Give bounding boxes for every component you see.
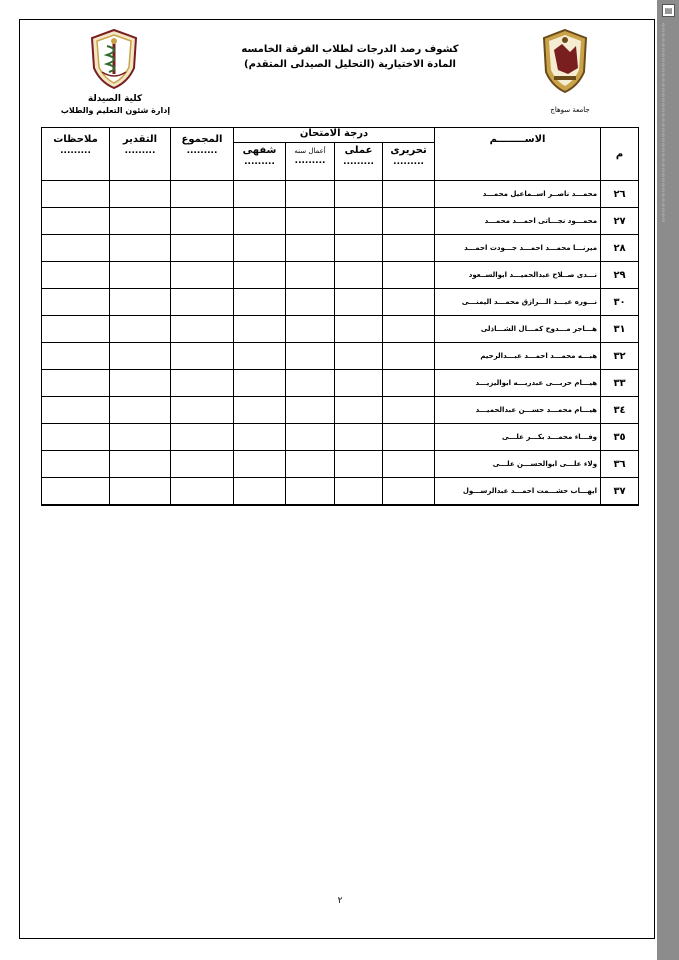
cell-oral xyxy=(234,397,286,424)
col-header-exam-grade: درجة الامتحان xyxy=(234,128,435,143)
cell-written xyxy=(383,208,435,235)
cell-notes xyxy=(42,478,110,506)
cell-total xyxy=(171,397,234,424)
row-number: ٣٥ xyxy=(601,424,639,451)
sohag-university-logo xyxy=(540,28,590,94)
student-name: ميرنـــا محمـــد احمـــد جـــودت احمـــد xyxy=(435,235,601,262)
page-subtitle: المادة الاختيارية (التحليل الصيدلى المتقدم) xyxy=(244,59,456,70)
cell-yearwork xyxy=(286,478,335,506)
student-name: هـــاجر مـــدوح كمـــال الشـــاذلى xyxy=(435,316,601,343)
col-header-grade xyxy=(110,128,171,181)
cell-notes xyxy=(42,262,110,289)
col-header-notes-label: ملاحظات xyxy=(53,134,98,145)
table-row xyxy=(42,478,639,506)
row-number: ٣٠ xyxy=(601,289,639,316)
cell-practical xyxy=(335,478,383,506)
col-header-written xyxy=(383,143,435,181)
cell-oral xyxy=(234,424,286,451)
pharmacy-faculty-logo xyxy=(88,28,140,90)
student-name: هبـــه محمـــد احمـــد عبـــدالرحيم xyxy=(435,343,601,370)
cell-total xyxy=(171,208,234,235)
faculty-name: كلية الصيدلة xyxy=(87,94,143,104)
document-icon: ▤ xyxy=(662,4,675,17)
cell-yearwork xyxy=(286,370,335,397)
cell-yearwork xyxy=(286,262,335,289)
cell-oral xyxy=(234,370,286,397)
cell-practical xyxy=(335,208,383,235)
table-row xyxy=(42,424,639,451)
row-number: ٢٩ xyxy=(601,262,639,289)
table-row xyxy=(42,370,639,397)
col-header-grade-label: التقدير xyxy=(122,134,158,145)
cell-notes xyxy=(42,289,110,316)
col-header-oral xyxy=(234,143,286,181)
col-header-yearwork-label: أعمال سنه xyxy=(294,147,326,155)
cell-yearwork xyxy=(286,316,335,343)
cell-total xyxy=(171,343,234,370)
cell-oral xyxy=(234,343,286,370)
student-name: ولاء علـــى ابوالحســـن علـــى xyxy=(435,451,601,478)
row-number: ٢٦ xyxy=(601,181,639,208)
cell-yearwork xyxy=(286,235,335,262)
dots-placeholder: ......... xyxy=(294,156,326,166)
col-header-oral-label: شفهى xyxy=(242,145,277,156)
dots-placeholder: ......... xyxy=(343,157,374,167)
cell-total xyxy=(171,289,234,316)
col-header-yearwork xyxy=(286,143,335,181)
cell-practical xyxy=(335,424,383,451)
row-number: ٢٧ xyxy=(601,208,639,235)
cell-yearwork xyxy=(286,451,335,478)
dots-placeholder: ......... xyxy=(393,157,424,167)
dots-placeholder: ......... xyxy=(124,146,156,156)
col-header-total xyxy=(171,128,234,181)
col-header-practical-label: عملى xyxy=(344,145,373,156)
row-number: ٣١ xyxy=(601,316,639,343)
row-number: ٢٨ xyxy=(601,235,639,262)
cell-oral xyxy=(234,451,286,478)
cell-total xyxy=(171,262,234,289)
cell-grade xyxy=(110,289,171,316)
cell-total xyxy=(171,235,234,262)
cell-grade xyxy=(110,370,171,397)
table-row xyxy=(42,316,639,343)
cell-notes xyxy=(42,424,110,451)
cell-written xyxy=(383,397,435,424)
cell-grade xyxy=(110,181,171,208)
table-row xyxy=(42,289,639,316)
cell-oral xyxy=(234,316,286,343)
university-name: جامعة سوهاج xyxy=(550,106,590,114)
cell-oral xyxy=(234,262,286,289)
cell-grade xyxy=(110,208,171,235)
cell-total xyxy=(171,181,234,208)
cell-written xyxy=(383,235,435,262)
col-header-practical xyxy=(335,143,383,181)
cell-yearwork xyxy=(286,343,335,370)
col-header-written-label: تحريرى xyxy=(390,145,427,156)
cell-total xyxy=(171,451,234,478)
cell-practical xyxy=(335,181,383,208)
cell-practical xyxy=(335,370,383,397)
cell-oral xyxy=(234,478,286,506)
table-row xyxy=(42,343,639,370)
cell-grade xyxy=(110,262,171,289)
cell-notes xyxy=(42,235,110,262)
cell-written xyxy=(383,316,435,343)
row-number: ٣٣ xyxy=(601,370,639,397)
cell-grade xyxy=(110,343,171,370)
cell-grade xyxy=(110,451,171,478)
cell-grade xyxy=(110,424,171,451)
cell-written xyxy=(383,262,435,289)
cell-notes xyxy=(42,343,110,370)
dots-placeholder: ......... xyxy=(244,157,275,167)
cell-grade xyxy=(110,397,171,424)
cell-notes xyxy=(42,451,110,478)
student-name: هيـــام محمـــد حســـن عبدالحميـــد xyxy=(435,397,601,424)
page-number: ٢ xyxy=(337,896,343,906)
cell-notes xyxy=(42,316,110,343)
cell-notes xyxy=(42,370,110,397)
cell-written xyxy=(383,424,435,451)
grades-table xyxy=(41,127,639,506)
student-name: محمـــود نجـــاتى احمـــد محمـــد xyxy=(435,208,601,235)
cell-yearwork xyxy=(286,424,335,451)
cell-written xyxy=(383,451,435,478)
cell-practical xyxy=(335,397,383,424)
student-name: نـــوره عبـــد الـــرازق محمـــد اليمنـــى xyxy=(435,289,601,316)
table-row xyxy=(42,451,639,478)
cell-practical xyxy=(335,343,383,370)
cell-written xyxy=(383,181,435,208)
cell-written xyxy=(383,343,435,370)
row-number: ٣٧ xyxy=(601,478,639,506)
cell-practical xyxy=(335,262,383,289)
col-header-total-label: المجموع xyxy=(181,134,223,145)
cell-practical xyxy=(335,235,383,262)
table-row xyxy=(42,262,639,289)
row-number: ٣٢ xyxy=(601,343,639,370)
cell-total xyxy=(171,370,234,397)
table-row xyxy=(42,397,639,424)
dots-placeholder: ......... xyxy=(186,146,218,156)
table-row xyxy=(42,235,639,262)
cell-oral xyxy=(234,235,286,262)
cell-oral xyxy=(234,289,286,316)
cell-practical xyxy=(335,316,383,343)
cell-total xyxy=(171,424,234,451)
col-header-name: الاســــــــم xyxy=(435,128,601,181)
cell-total xyxy=(171,478,234,506)
department-name: إدارة شئون التعليم والطلاب xyxy=(60,106,171,115)
student-name: وفـــاء محمـــد بكـــر علـــى xyxy=(435,424,601,451)
col-header-number: م xyxy=(601,128,639,181)
table-row xyxy=(42,181,639,208)
cell-written xyxy=(383,289,435,316)
student-name: محمـــد ناصــر اســماعيل محمـــد xyxy=(435,181,601,208)
cell-oral xyxy=(234,181,286,208)
cell-grade xyxy=(110,478,171,506)
col-header-notes xyxy=(42,128,110,181)
cell-written xyxy=(383,370,435,397)
cell-total xyxy=(171,316,234,343)
student-name: ايهـــاب حشـــمت احمـــد عبدالرســـول xyxy=(435,478,601,506)
cell-yearwork xyxy=(286,181,335,208)
dots-placeholder: ......... xyxy=(60,146,91,156)
cell-yearwork xyxy=(286,397,335,424)
cell-notes xyxy=(42,397,110,424)
cell-notes xyxy=(42,181,110,208)
cell-yearwork xyxy=(286,208,335,235)
row-number: ٣٦ xyxy=(601,451,639,478)
cell-yearwork xyxy=(286,289,335,316)
cell-oral xyxy=(234,208,286,235)
cell-written xyxy=(383,478,435,506)
cell-grade xyxy=(110,316,171,343)
table-row xyxy=(42,208,639,235)
side-watermark: ▯▯▯▯▯▯▯▯▯▯▯▯▯▯▯▯▯▯▯▯▯▯▯▯▯▯▯▯▯▯▯▯▯▯▯▯▯▯▯▯ xyxy=(661,22,666,222)
cell-practical xyxy=(335,451,383,478)
cell-grade xyxy=(110,235,171,262)
row-number: ٣٤ xyxy=(601,397,639,424)
student-name: هيـــام حربـــى عبدربـــه ابواليزيـــد xyxy=(435,370,601,397)
page-title: كشوف رصد الدرجات لطلاب الفرقة الخامسه xyxy=(241,44,459,55)
cell-practical xyxy=(335,289,383,316)
student-name: نـــدى صــلاح عبدالحميـــد ابوالســعود xyxy=(435,262,601,289)
cell-notes xyxy=(42,208,110,235)
